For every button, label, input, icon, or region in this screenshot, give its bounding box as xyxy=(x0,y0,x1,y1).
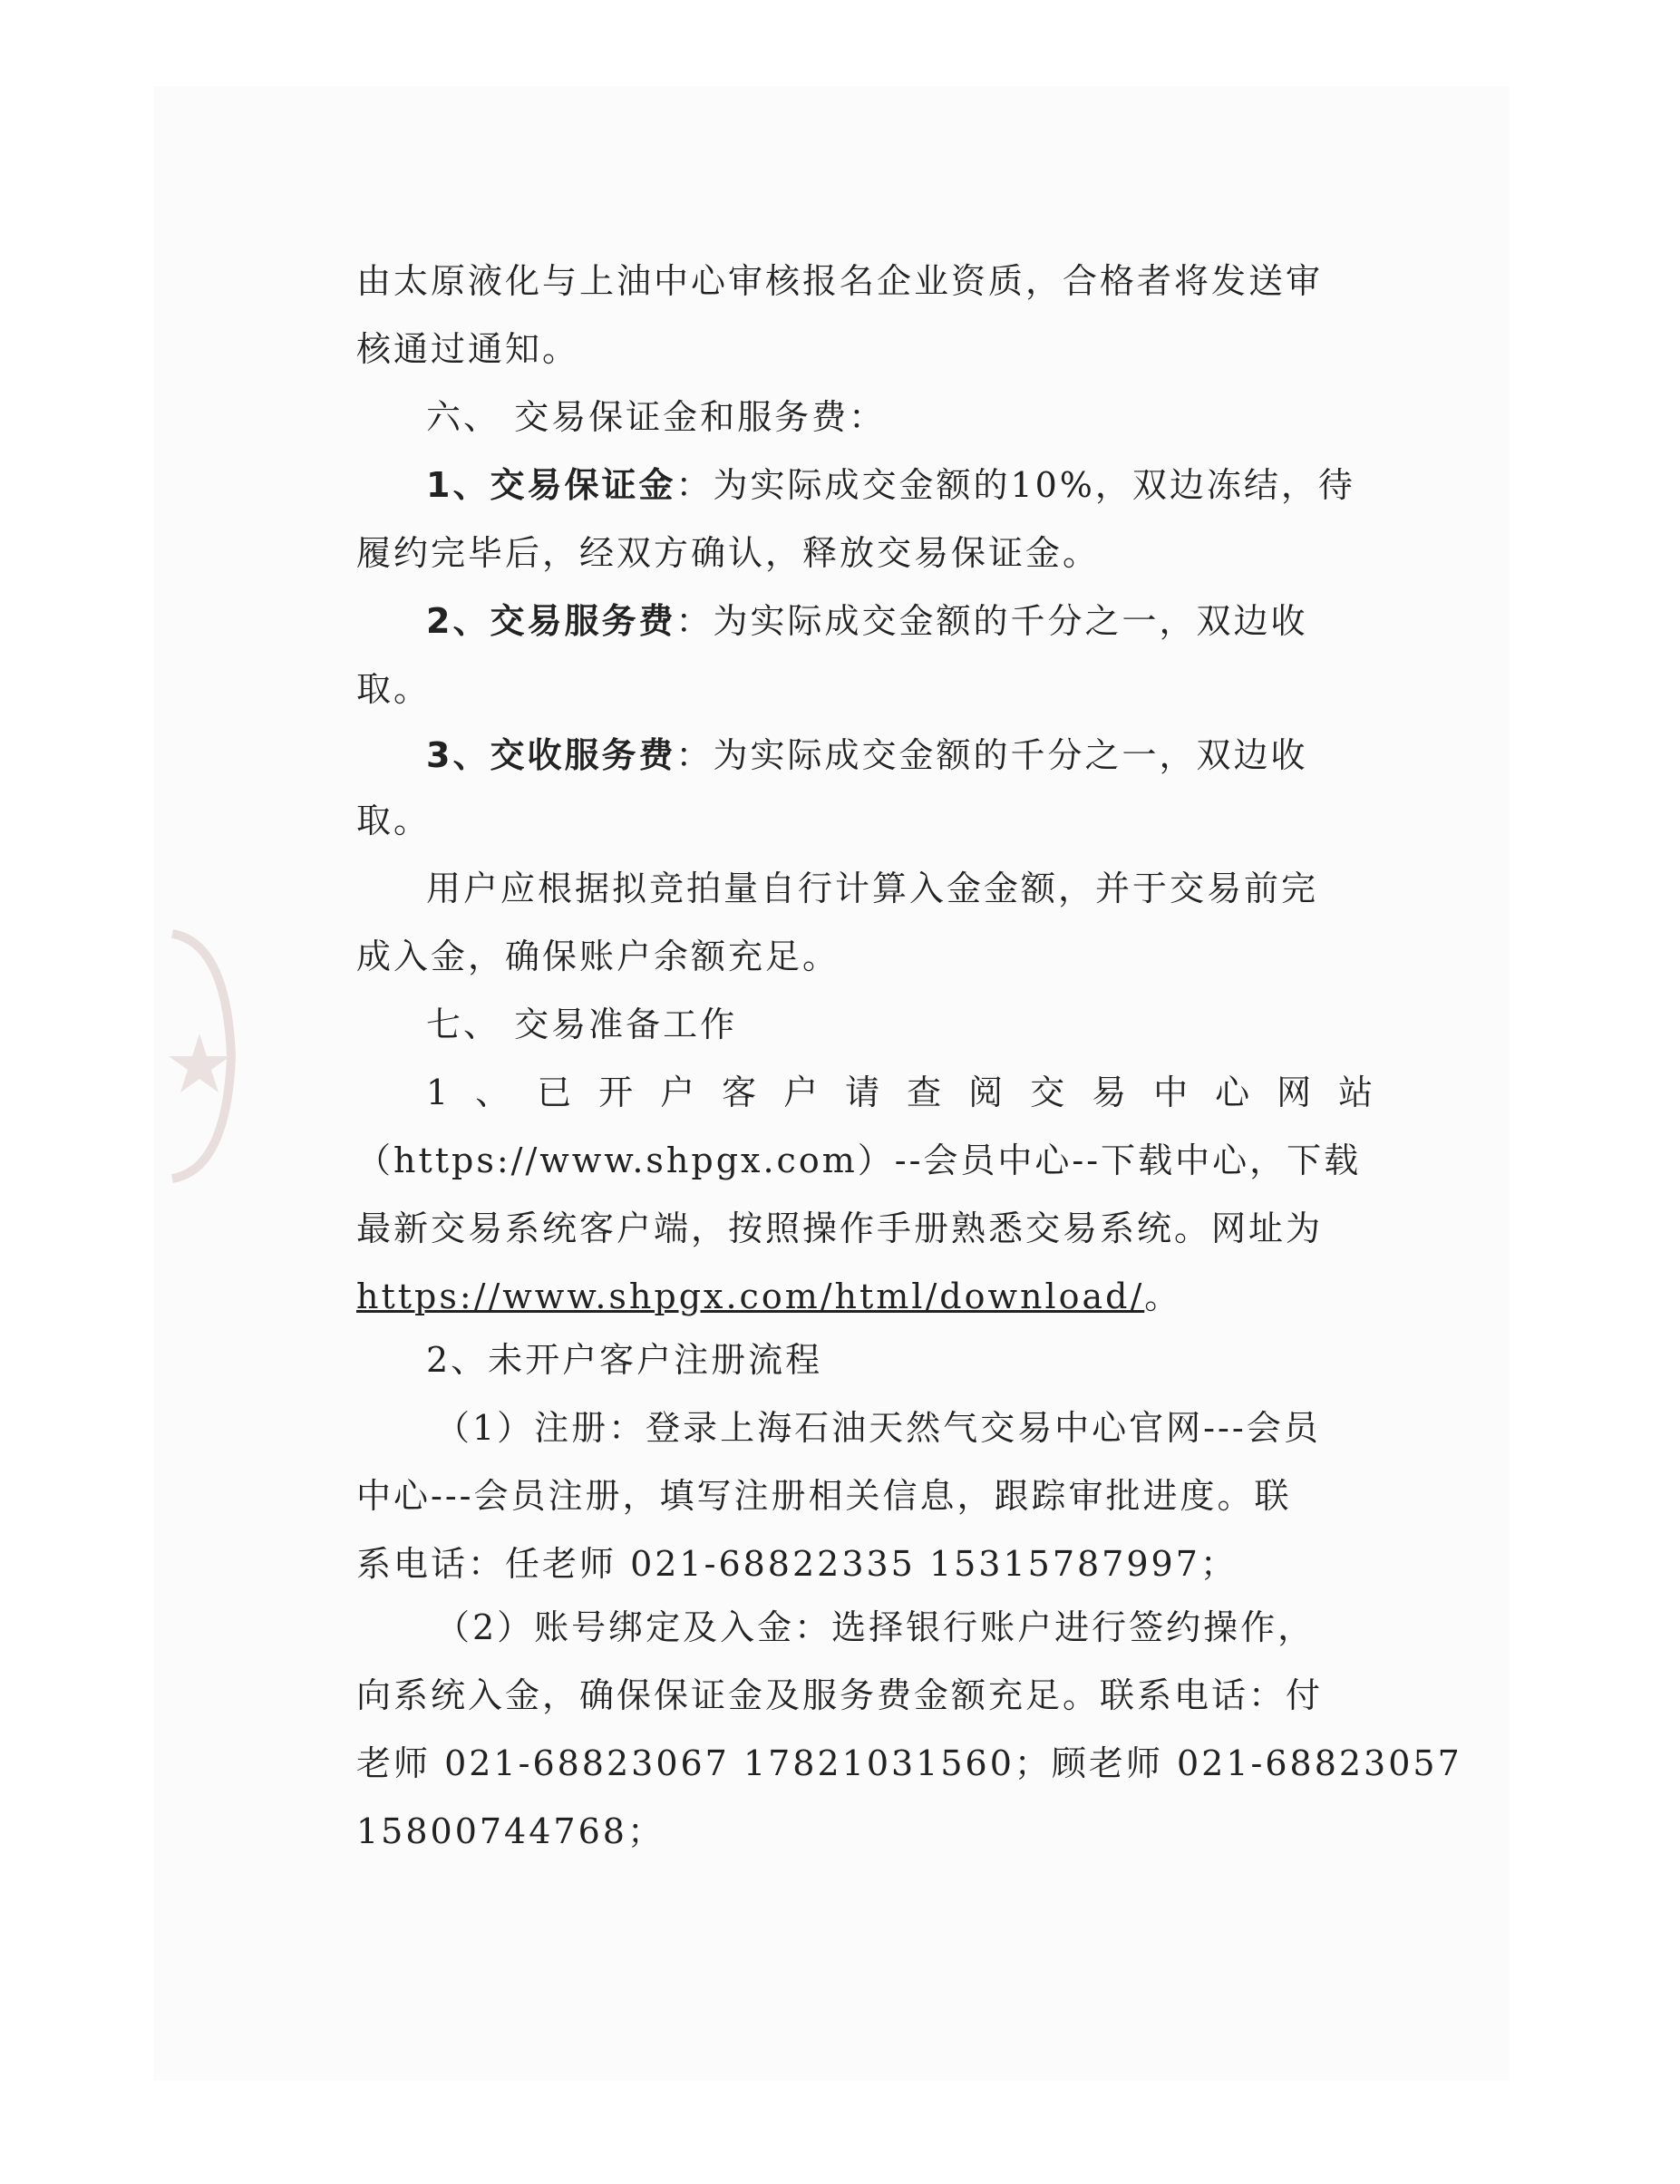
paragraph-line: 1、已开户客户请查阅交易中心网站 xyxy=(426,1073,1401,1112)
paragraph-line: 履约完毕后，经双方确认，释放交易保证金。 xyxy=(356,533,1101,573)
paragraph-line: 2、未开户客户注册流程 xyxy=(426,1340,823,1380)
paragraph-line: （https://www.shpgx.com）--会员中心--下载中心，下载 xyxy=(356,1141,1362,1180)
seal-stamp-icon xyxy=(136,907,236,1206)
fee-item-3 xyxy=(426,733,1307,778)
fee-item-text: ：为实际成交金额的千分之一，双边收 xyxy=(675,601,1308,641)
paragraph-line: （2）账号绑定及入金：选择银行账户进行签约操作， xyxy=(435,1607,1316,1647)
fee-item-heading: 3、交收服务费 xyxy=(426,735,676,775)
paragraph-line xyxy=(356,1274,1181,1319)
paragraph-line: （1）注册：登录上海石油天然气交易中心官网---会员 xyxy=(435,1408,1321,1448)
download-link[interactable]: https://www.shpgx.com/html/download/ xyxy=(356,1276,1145,1316)
fee-item-text: ：为实际成交金额的千分之一，双边收 xyxy=(675,735,1308,775)
paragraph-line: 由太原液化与上油中心审核报名企业资质，合格者将发送审 xyxy=(356,261,1324,301)
fee-item-heading: 2、交易服务费 xyxy=(426,601,676,641)
fee-item-1 xyxy=(426,462,1355,508)
fee-item-2 xyxy=(426,598,1307,644)
fee-item-heading: 1、交易保证金 xyxy=(426,465,676,505)
paragraph-line: 取。 xyxy=(356,669,432,709)
paragraph-line: 核通过通知。 xyxy=(356,329,580,369)
paragraph-line: 用户应根据拟竞拍量自行计算入金金额，并于交易前完 xyxy=(426,869,1319,908)
fee-item-text: ：为实际成交金额的10%，双边冻结，待 xyxy=(675,465,1355,505)
paragraph-line: 取。 xyxy=(356,801,432,840)
section-title: 六、 交易保证金和服务费： xyxy=(426,397,887,437)
paragraph-line: 最新交易系统客户端，按照操作手册熟悉交易系统。网址为 xyxy=(356,1208,1324,1248)
paragraph-line: 成入金，确保账户余额充足。 xyxy=(356,937,840,976)
paragraph-line: 向系统入金，确保保证金及服务费金额充足。联系电话：付 xyxy=(356,1675,1324,1715)
paragraph-line: 老师 021-68823067 17821031560；顾老师 021-68823057 xyxy=(356,1743,1462,1783)
paragraph-line: 中心---会员注册，填写注册相关信息，跟踪审批进度。联 xyxy=(356,1476,1292,1516)
section-title: 七、 交易准备工作 xyxy=(426,1005,738,1044)
paragraph-line: 15800744768； xyxy=(356,1811,665,1851)
paragraph-line: 系电话：任老师 021-68822335 15315787997； xyxy=(356,1544,1238,1584)
punctuation: 。 xyxy=(1144,1276,1182,1316)
